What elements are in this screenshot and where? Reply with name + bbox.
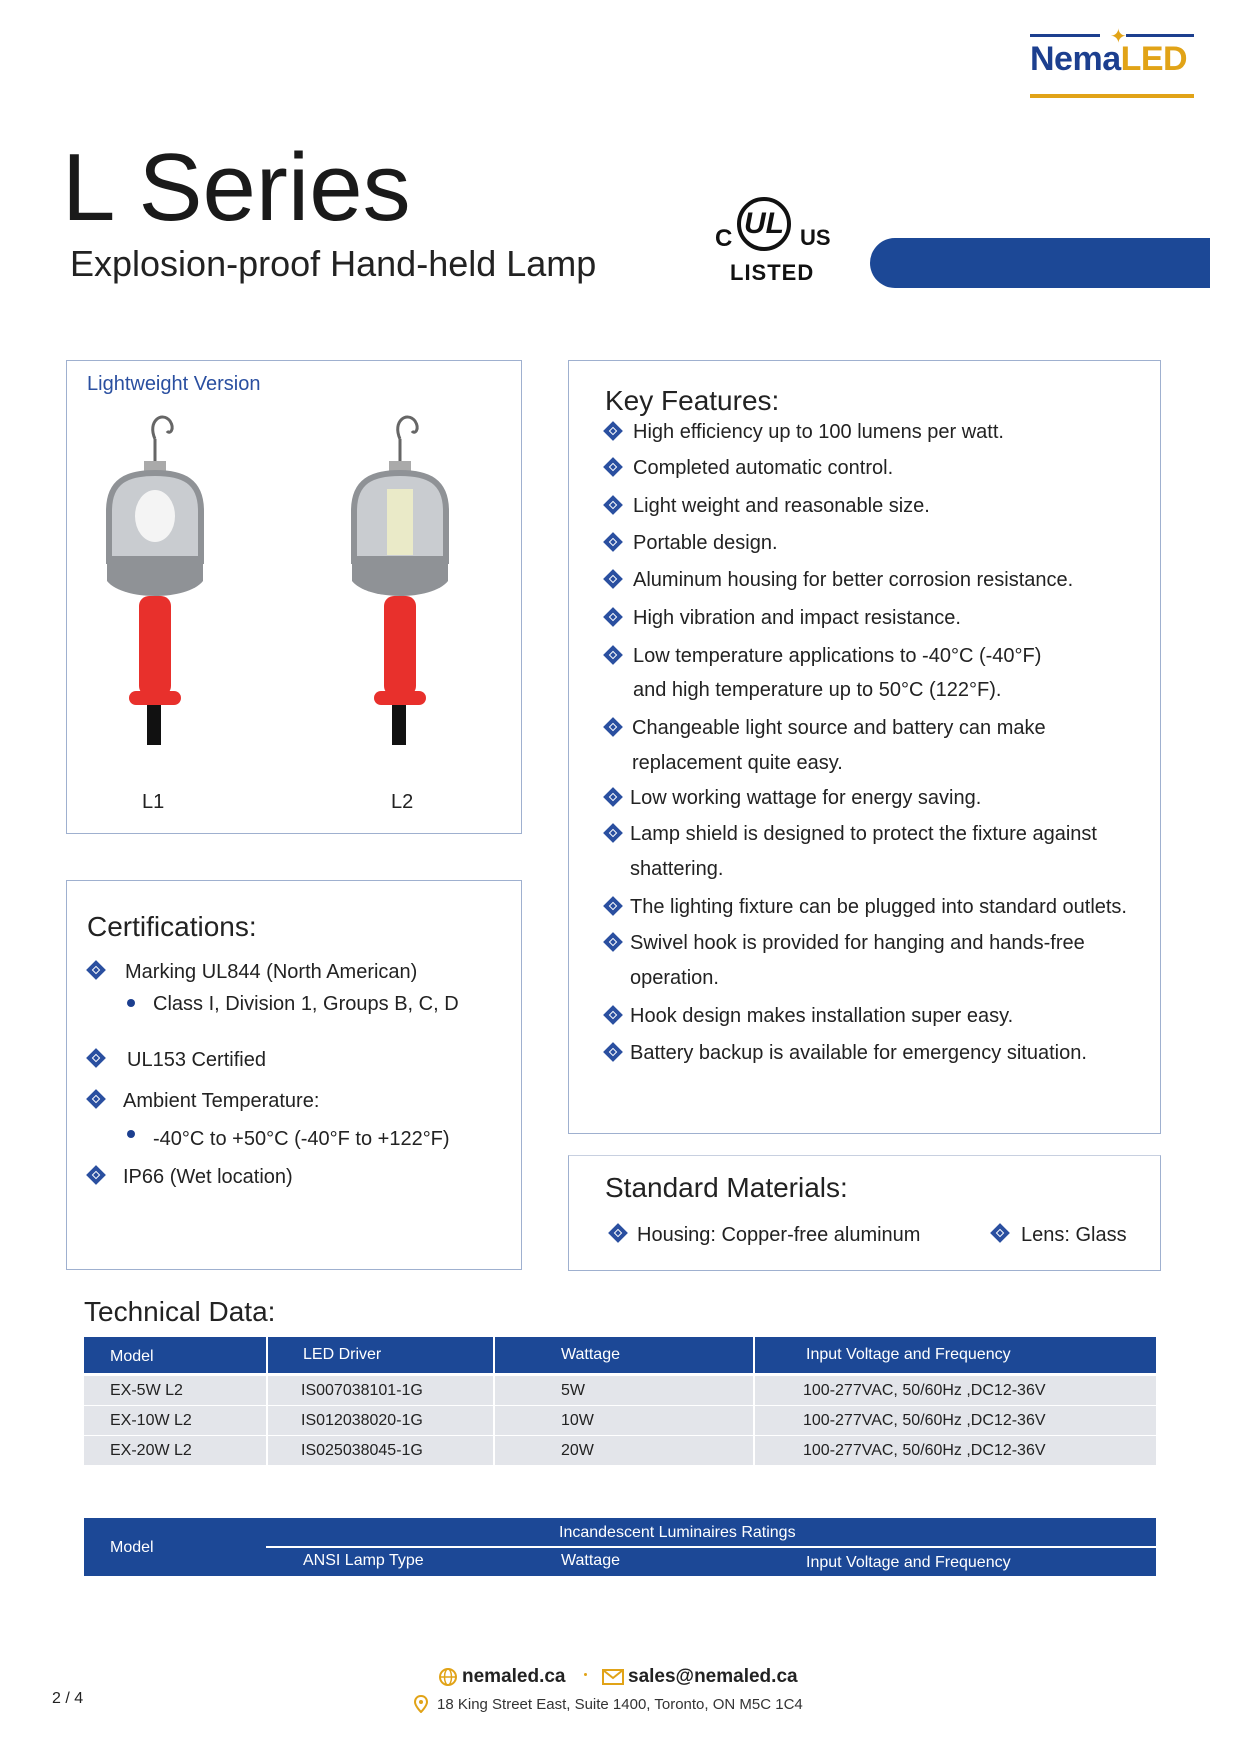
feature-item: High efficiency up to 100 lumens per watt. [633, 421, 1004, 443]
diamond-bullet-icon [603, 932, 623, 952]
cert-subitem: Class I, Division 1, Groups B, C, D [153, 993, 459, 1015]
materials-title: Standard Materials: [605, 1172, 848, 1203]
table-cell: 100-277VAC, 50/60Hz ,DC12-36V [803, 1442, 1046, 1459]
diamond-bullet-icon [86, 960, 106, 980]
header-accent-bar [870, 238, 1210, 288]
diamond-bullet-icon [86, 1165, 106, 1185]
feature-item: Swivel hook is provided for hanging and hands-free [630, 932, 1085, 954]
diamond-bullet-icon [603, 607, 623, 627]
lamp-illustrations [67, 401, 521, 821]
table-cell: 100-277VAC, 50/60Hz ,DC12-36V [803, 1382, 1046, 1399]
feature-item-continuation: operation. [630, 967, 719, 989]
dot-bullet-icon [127, 1130, 135, 1138]
lamp-l1-image [107, 417, 203, 745]
key-features-panel [568, 360, 1161, 1134]
diamond-bullet-icon [603, 896, 623, 916]
feature-item: The lighting fixture can be plugged into standard outlets. [630, 896, 1127, 918]
logo-text-accent: LED [1120, 40, 1188, 78]
diamond-bullet-icon [603, 457, 623, 477]
incandescent-header-voltage: Input Voltage and Frequency [806, 1554, 1011, 1571]
page-subtitle: Explosion-proof Hand-held Lamp [70, 243, 597, 284]
tech-header-driver: LED Driver [303, 1346, 382, 1363]
company-logo [1030, 28, 1200, 100]
tech-header-voltage: Input Voltage and Frequency [806, 1346, 1011, 1363]
page-title: L Series [62, 134, 411, 241]
tech-header-model: Model [110, 1348, 154, 1365]
ul-c-letter: C [715, 225, 733, 252]
diamond-bullet-icon [86, 1089, 106, 1109]
lamp-panel-title: Lightweight Version [87, 373, 261, 395]
footer-address: 18 King Street East, Suite 1400, Toronto, ON M5C 1C4 [437, 1696, 803, 1713]
cert-subitem: -40°C to +50°C (-40°F to +122°F) [153, 1128, 450, 1150]
incandescent-header-model: Model [110, 1539, 154, 1556]
diamond-bullet-icon [603, 495, 623, 515]
diamond-bullet-icon [990, 1223, 1010, 1243]
table-cell: EX-20W L2 [110, 1442, 192, 1459]
dot-bullet-icon [127, 999, 135, 1007]
diamond-bullet-icon [603, 1005, 623, 1025]
envelope-icon [602, 1669, 624, 1685]
table-cell: IS012038020-1G [301, 1412, 423, 1429]
incandescent-group-header: Incandescent Luminaires Ratings [559, 1524, 796, 1541]
cert-item: Ambient Temperature: [123, 1090, 320, 1112]
feature-item: Battery backup is available for emergency situation. [630, 1042, 1087, 1064]
cert-item: Marking UL844 (North American) [125, 961, 418, 983]
diamond-bullet-icon [603, 787, 623, 807]
feature-item-continuation: replacement quite easy. [632, 752, 843, 774]
footer-email-link[interactable]: sales@nemaled.ca [628, 1666, 798, 1687]
cert-item: IP66 (Wet location) [123, 1166, 293, 1188]
feature-item: High vibration and impact resistance. [633, 607, 961, 629]
ul-us-letters: US [800, 225, 831, 250]
feature-item: Light weight and reasonable size. [633, 495, 930, 517]
diamond-bullet-icon [603, 823, 623, 843]
ul-listed-text: LISTED [730, 260, 815, 285]
feature-item-continuation: and high temperature up to 50°C (122°F). [633, 679, 1002, 701]
table-cell: EX-10W L2 [110, 1412, 192, 1429]
lamp-label-l1: L1 [142, 791, 165, 813]
diamond-bullet-icon [603, 1042, 623, 1062]
ul-logo-icon: UL [737, 197, 791, 251]
table-cell: 10W [561, 1412, 594, 1429]
feature-item: Lamp shield is designed to protect the fixture against [630, 823, 1097, 845]
incandescent-header-lamp-type: ANSI Lamp Type [303, 1552, 424, 1569]
technical-data-title: Technical Data: [84, 1296, 276, 1327]
diamond-bullet-icon [603, 421, 623, 441]
feature-item: Aluminum housing for better corrosion resistance. [633, 569, 1074, 591]
lamp-l2-image [352, 417, 448, 745]
maple-leaf-icon: ✦ [1110, 26, 1127, 48]
logo-text-main: Nema [1030, 40, 1121, 78]
feature-item: Hook design makes installation super easy. [630, 1005, 1014, 1027]
location-pin-icon [414, 1695, 428, 1713]
table-cell: 100-277VAC, 50/60Hz ,DC12-36V [803, 1412, 1046, 1429]
table-cell: 20W [561, 1442, 594, 1459]
table-cell: EX-5W L2 [110, 1382, 183, 1399]
feature-item: Changeable light source and battery can make [632, 717, 1046, 739]
material-item-lens: Lens: Glass [1021, 1224, 1127, 1246]
diamond-bullet-icon [608, 1223, 628, 1243]
certifications-title: Certifications: [87, 911, 257, 942]
cert-item: UL153 Certified [127, 1049, 266, 1071]
feature-item: Completed automatic control. [633, 457, 894, 479]
page-number: 2 / 4 [52, 1690, 84, 1707]
table-cell: IS007038101-1G [301, 1382, 423, 1399]
diamond-bullet-icon [86, 1048, 106, 1068]
diamond-bullet-icon [603, 717, 623, 737]
feature-item: Portable design. [633, 532, 778, 554]
diamond-bullet-icon [603, 645, 623, 665]
feature-item-continuation: shattering. [630, 858, 724, 880]
feature-item: Low working wattage for energy saving. [630, 787, 982, 809]
diamond-bullet-icon [603, 569, 623, 589]
certifications-panel [66, 880, 522, 1270]
footer-website-link[interactable]: nemaled.ca [462, 1666, 566, 1687]
lamp-label-l2: L2 [391, 791, 414, 813]
material-item-housing: Housing: Copper-free aluminum [637, 1224, 921, 1246]
incandescent-header-wattage: Wattage [561, 1552, 620, 1569]
table-cell: 5W [561, 1382, 585, 1399]
standard-materials-panel [568, 1155, 1161, 1271]
lamp-versions-panel [66, 360, 522, 834]
feature-item: Low temperature applications to -40°C (-40°F) [633, 645, 1042, 667]
tech-header-wattage: Wattage [561, 1346, 620, 1363]
globe-icon [438, 1667, 458, 1687]
diamond-bullet-icon [603, 532, 623, 552]
table-cell: IS025038045-1G [301, 1442, 423, 1459]
ul-listed-mark [715, 195, 830, 287]
key-features-title: Key Features: [605, 385, 780, 416]
